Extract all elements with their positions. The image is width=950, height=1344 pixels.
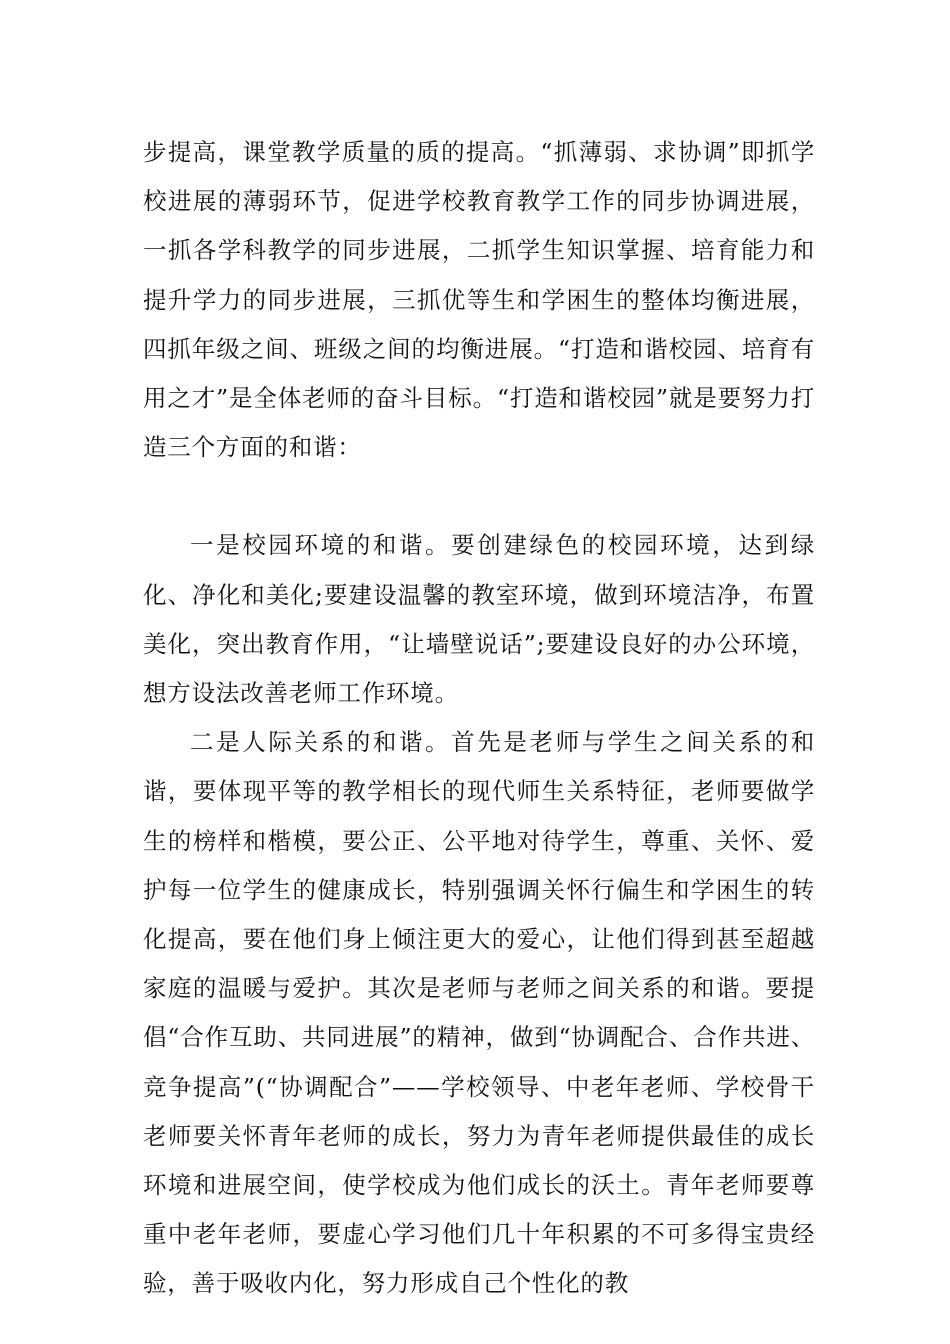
paragraph-campus-environment: 一是校园环境的和谐。要创建绿色的校园环境，达到绿化、净化和美化;要建设温馨的教室环境，做到环境洁净，布置美化，突出教育作用，“让墙壁说话”;要建设良好的办公环境，想方设法改善老师工作环境。 — [143, 531, 815, 708]
paragraph-interpersonal-relations: 二是人际关系的和谐。首先是老师与学生之间关系的和谐，要体现平等的教学相长的现代师生关系特征，老师要做学生的榜样和楷模，要公正、公平地对待学生，尊重、关怀、爱护每一位学生的健康成长，特别强调关怀行偏生和学困生的转化提高，要在他们身上倾注更大的爱心，让他们得到甚至超越家庭的温暖与爱护。其次是老师与老师之间关系的和谐。要提倡“合作互助、共同进展”的精神，做到“协调配合、合作共进、竞争提高”(“协调配合”——学校领导、中老年老师、学校骨干老师要关怀青年老师的成长，努力为青年老师提供最佳的成长环境和进展空间，使学校成为他们成长的沃土。青年老师要尊重中老年老师，要虚心学习他们几十年积累的不可多得宝贵经验，善于吸收内化，努力形成自己个性化的教 — [143, 728, 815, 1298]
paragraph-gap — [143, 472, 815, 521]
document-body — [143, 128, 815, 1309]
paragraph-continuation: 步提高，课堂教学质量的质的提高。“抓薄弱、求协调”即抓学校进展的薄弱环节，促进学校教育教学工作的同步协调进展，一抓各学科教学的同步进展，二抓学生知识掌握、培育能力和提升学力的同步进展，三抓优等生和学困生的整体均衡进展，四抓年级之间、班级之间的均衡进展。“打造和谐校园、培育有用之才”是全体老师的奋斗目标。“打造和谐校园”就是要努力打造三个方面的和谐： — [143, 138, 815, 462]
